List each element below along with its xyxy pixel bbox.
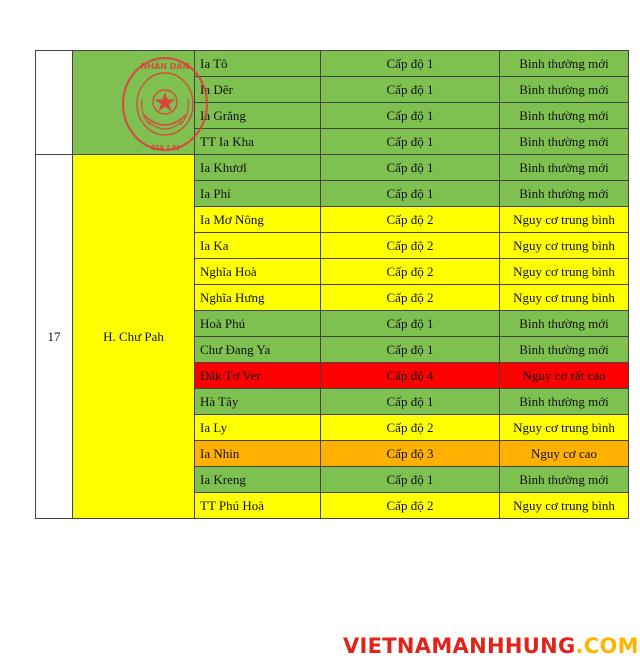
commune-cell: Nghĩa Hoà xyxy=(195,259,321,285)
level-cell: Cấp độ 2 xyxy=(321,285,500,311)
level-cell: Cấp độ 1 xyxy=(321,103,500,129)
watermark-tld: .COM xyxy=(575,634,639,658)
watermark-main: VIETNAMANHHUNG xyxy=(343,634,576,658)
risk-cell: Bình thường mới xyxy=(500,181,629,207)
risk-cell: Bình thường mới xyxy=(500,389,629,415)
level-cell: Cấp độ 1 xyxy=(321,155,500,181)
district-cell xyxy=(73,51,195,155)
level-cell: Cấp độ 1 xyxy=(321,337,500,363)
level-cell: Cấp độ 1 xyxy=(321,467,500,493)
risk-cell: Bình thường mới xyxy=(500,467,629,493)
table-row xyxy=(36,155,629,181)
risk-cell: Bình thường mới xyxy=(500,51,629,77)
table-row xyxy=(36,51,629,77)
level-cell: Cấp độ 2 xyxy=(321,493,500,519)
table-body xyxy=(36,51,629,519)
commune-cell: Ia Dêr xyxy=(195,77,321,103)
risk-cell: Nguy cơ rất cao xyxy=(500,363,629,389)
commune-cell: Ia Tô xyxy=(195,51,321,77)
level-cell: Cấp độ 2 xyxy=(321,415,500,441)
risk-cell: Nguy cơ trung bình xyxy=(500,415,629,441)
level-cell: Cấp độ 2 xyxy=(321,233,500,259)
commune-cell: Ia Ly xyxy=(195,415,321,441)
commune-cell: Ia Phí xyxy=(195,181,321,207)
commune-cell: TT Ia Kha xyxy=(195,129,321,155)
district-cell: H. Chư Pah xyxy=(73,155,195,519)
svg-text:GIA LAI: GIA LAI xyxy=(150,144,180,152)
level-cell: Cấp độ 4 xyxy=(321,363,500,389)
risk-cell: Bình thường mới xyxy=(500,77,629,103)
commune-cell: Hà Tây xyxy=(195,389,321,415)
commune-cell: Ia Khươl xyxy=(195,155,321,181)
svg-text:NHÂN DÂN: NHÂN DÂN xyxy=(140,62,190,71)
risk-cell: Nguy cơ trung bình xyxy=(500,207,629,233)
level-cell: Cấp độ 1 xyxy=(321,77,500,103)
commune-cell: Hoà Phú xyxy=(195,311,321,337)
level-cell: Cấp độ 2 xyxy=(321,207,500,233)
level-cell: Cấp độ 1 xyxy=(321,311,500,337)
risk-cell: Nguy cơ trung bình xyxy=(500,233,629,259)
risk-cell: Bình thường mới xyxy=(500,103,629,129)
level-cell: Cấp độ 1 xyxy=(321,129,500,155)
commune-risk-table xyxy=(35,50,629,519)
stt-cell: 17 xyxy=(36,155,73,519)
level-cell: Cấp độ 1 xyxy=(321,181,500,207)
risk-cell: Nguy cơ cao xyxy=(500,441,629,467)
commune-cell: Đăk Tơ Ver xyxy=(195,363,321,389)
site-watermark xyxy=(343,636,639,657)
risk-cell: Bình thường mới xyxy=(500,311,629,337)
commune-cell: Ia Ka xyxy=(195,233,321,259)
level-cell: Cấp độ 3 xyxy=(321,441,500,467)
stt-cell xyxy=(36,51,73,155)
risk-cell: Nguy cơ trung bình xyxy=(500,285,629,311)
risk-cell: Bình thường mới xyxy=(500,155,629,181)
risk-cell: Bình thường mới xyxy=(500,129,629,155)
risk-cell: Bình thường mới xyxy=(500,337,629,363)
commune-cell: Ia Mơ Nông xyxy=(195,207,321,233)
level-cell: Cấp độ 1 xyxy=(321,389,500,415)
risk-cell: Nguy cơ trung bình xyxy=(500,493,629,519)
commune-cell: Ia Grăng xyxy=(195,103,321,129)
commune-cell: Chư Đang Ya xyxy=(195,337,321,363)
level-cell: Cấp độ 2 xyxy=(321,259,500,285)
risk-cell: Nguy cơ trung bình xyxy=(500,259,629,285)
level-cell: Cấp độ 1 xyxy=(321,51,500,77)
commune-cell: Ia Nhin xyxy=(195,441,321,467)
commune-cell: TT Phú Hoà xyxy=(195,493,321,519)
commune-cell: Ia Kreng xyxy=(195,467,321,493)
commune-cell: Nghĩa Hưng xyxy=(195,285,321,311)
